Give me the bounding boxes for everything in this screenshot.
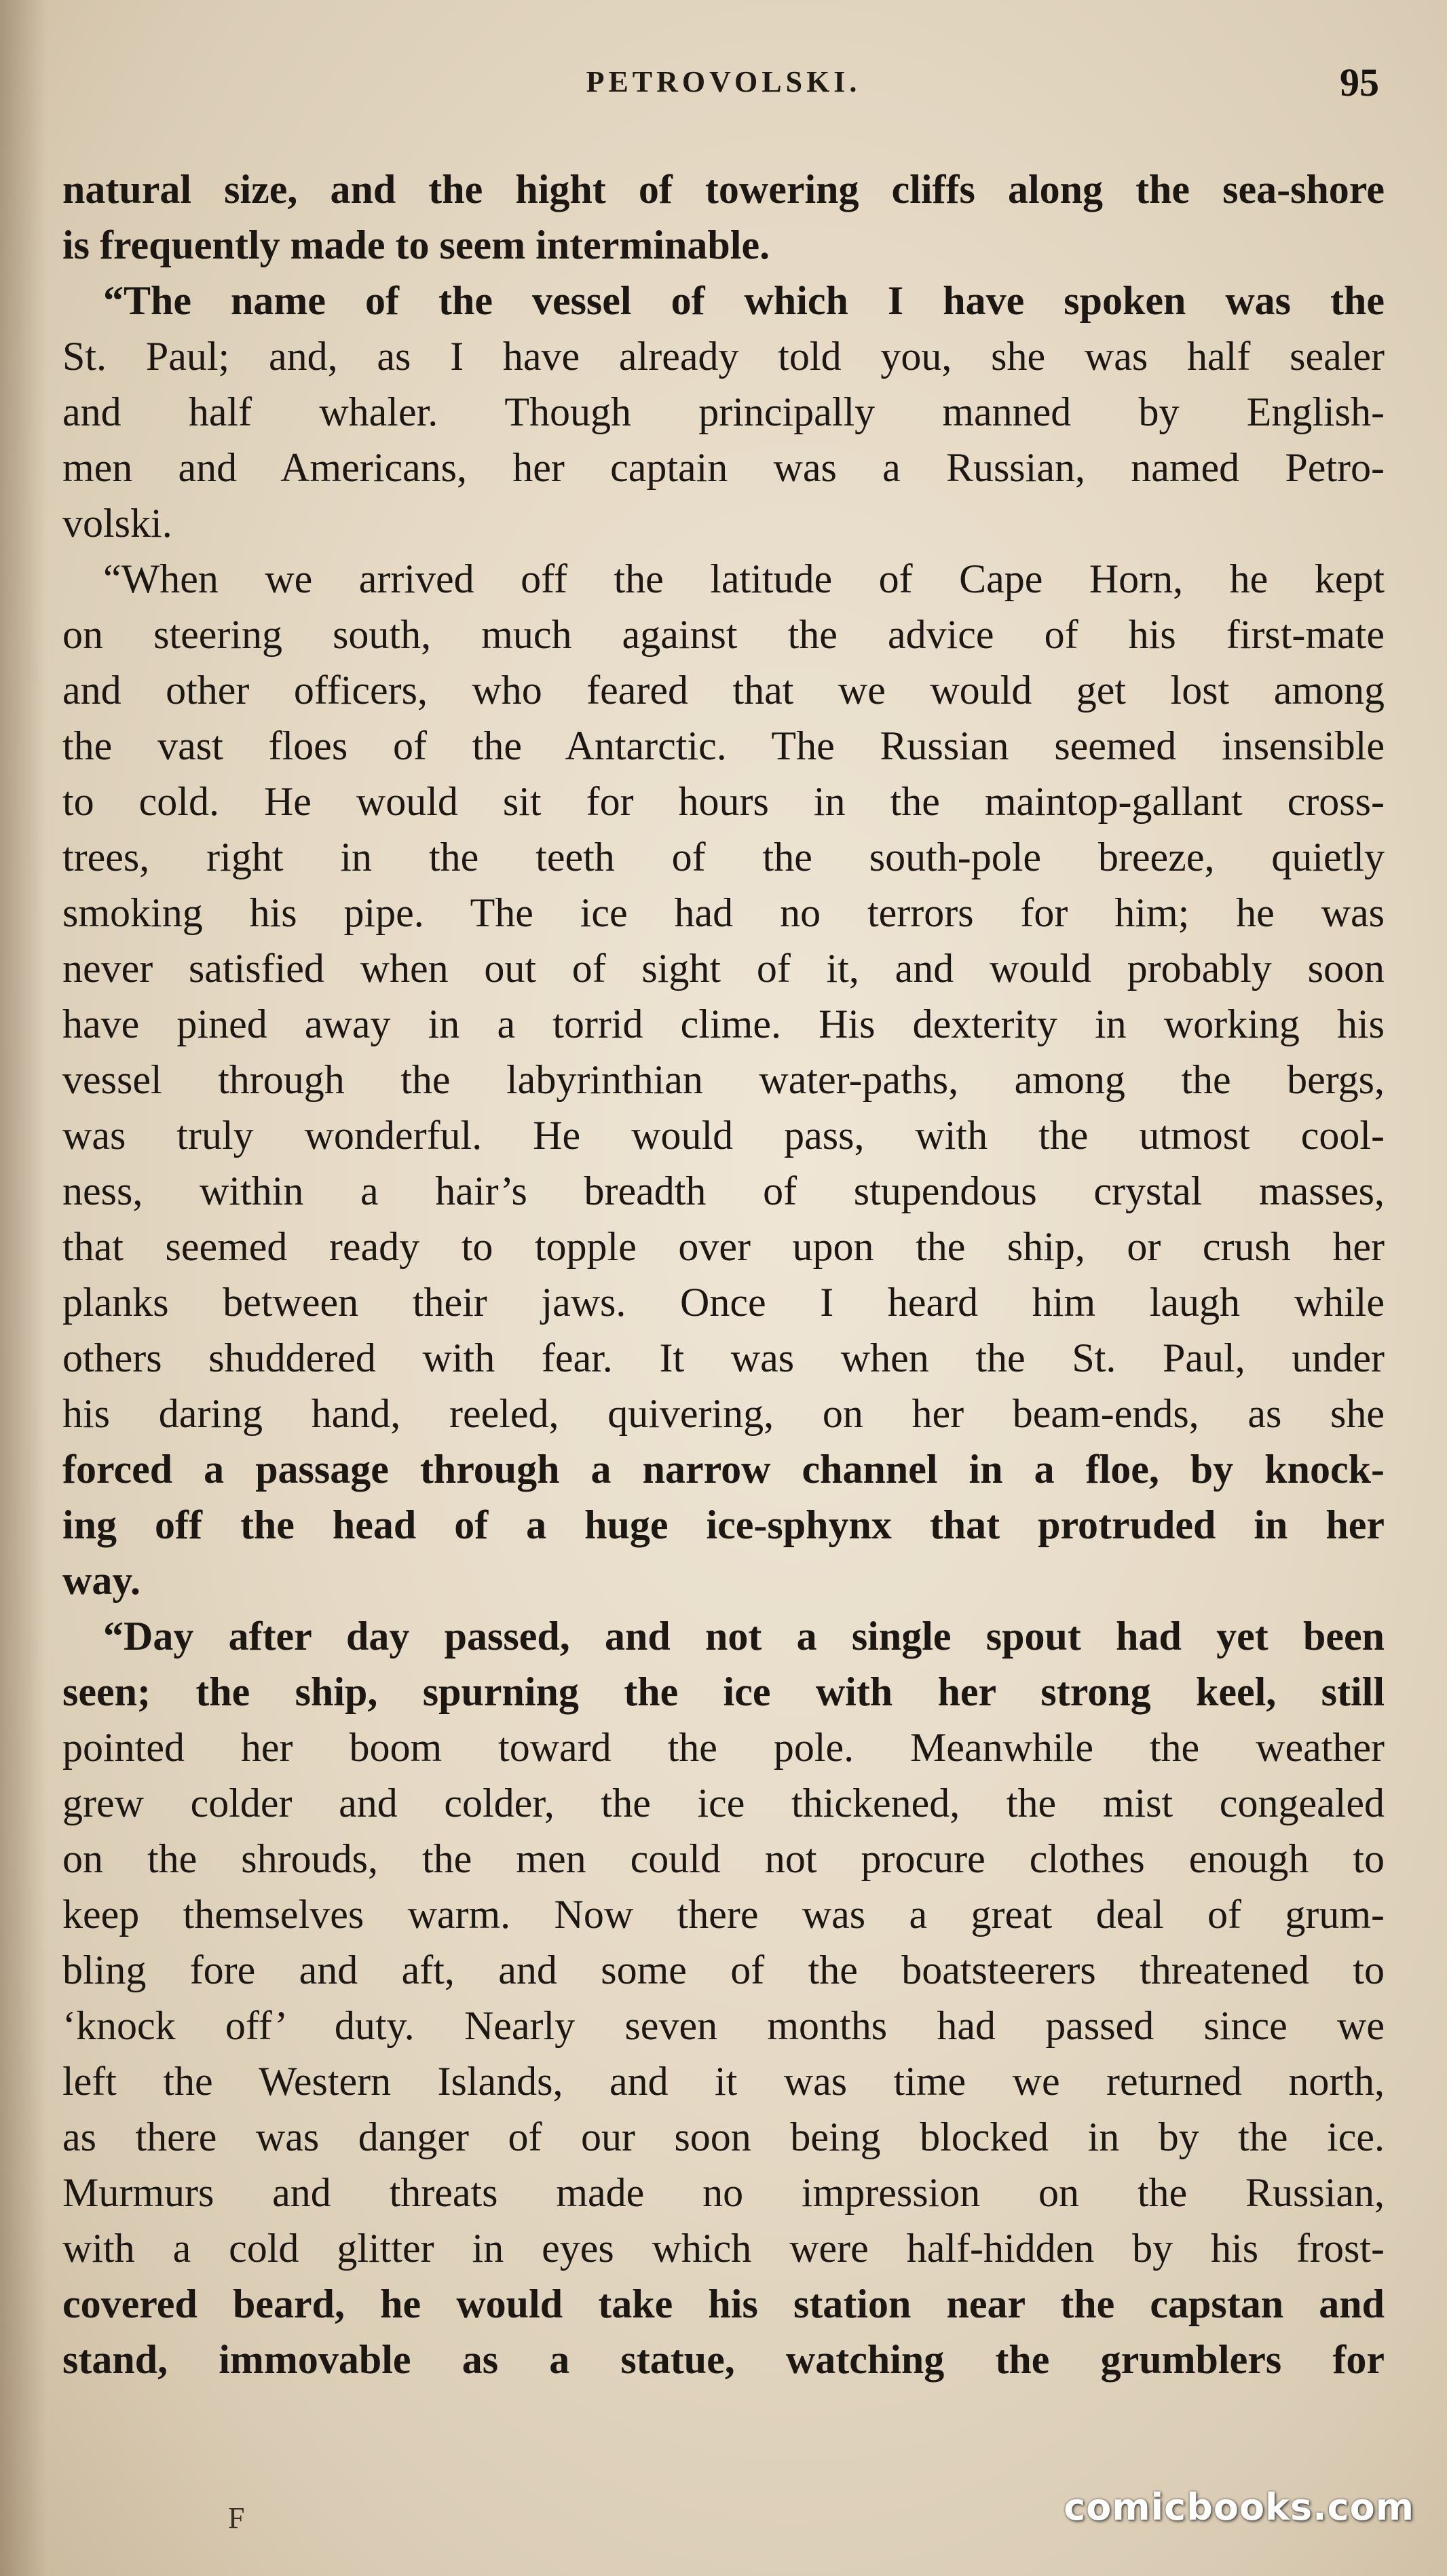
text-line: pointed her boom toward the pole. Meanwhile the weather — [62, 1725, 1385, 1770]
text-line: left the Western Islands, and it was time we returned north, — [62, 2059, 1385, 2104]
text-line: the vast floes of the Antarctic. The Russian seemed insensible — [62, 723, 1385, 768]
text-line: ing off the head of a huge ice-sphynx that protruded in her — [62, 1502, 1385, 1547]
page-number: 95 — [1340, 60, 1379, 105]
text-line: that seemed ready to topple over upon the ship, or crush her — [62, 1224, 1385, 1269]
text-line: is frequently made to seem interminable. — [62, 223, 770, 267]
text-line: have pined away in a torrid clime. His dexterity in working his — [62, 1002, 1385, 1046]
text-line: never satisfied when out of sight of it, and would probably soon — [62, 946, 1385, 991]
text-line: men and Americans, her captain was a Russian, named Petro- — [62, 445, 1385, 490]
text-line: as there was danger of our soon being blocked in by the ice. — [62, 2115, 1385, 2159]
text-line: “Day after day passed, and not a single spout had yet been — [103, 1614, 1385, 1659]
text-line: keep themselves warm. Now there was a great deal of grum- — [62, 1892, 1385, 1937]
text-line: stand, immovable as a statue, watching the grumblers for — [62, 2337, 1385, 2382]
text-line: Murmurs and threats made no impression on the Russian, — [62, 2170, 1385, 2215]
text-line: and other officers, who feared that we would get lost among — [62, 668, 1385, 713]
text-line: St. Paul; and, as I have already told you, she was half sealer — [62, 334, 1385, 379]
text-line: others shuddered with fear. It was when the St. Paul, under — [62, 1336, 1385, 1380]
text-line: his daring hand, reeled, quivering, on her beam-ends, as she — [62, 1391, 1385, 1436]
text-line: seen; the ship, spurning the ice with her strong keel, still — [62, 1669, 1385, 1714]
text-line: forced a passage through a narrow channel in a floe, by knock- — [62, 1447, 1385, 1492]
text-line: “When we arrived off the latitude of Cape Horn, he kept — [103, 556, 1385, 601]
text-line: on the shrouds, the men could not procure clothes enough to — [62, 1836, 1385, 1881]
text-line: on steering south, much against the advice of his first-mate — [62, 612, 1385, 657]
signature-mark: F — [228, 2501, 245, 2535]
text-line: way. — [62, 1558, 141, 1603]
text-line: “The name of the vessel of which I have spoken was the — [103, 278, 1385, 323]
text-line: planks between their jaws. Once I heard him laugh while — [62, 1280, 1385, 1325]
text-line: grew colder and colder, the ice thickened, the mist congealed — [62, 1781, 1385, 1825]
page-gutter-shadow — [0, 0, 48, 2576]
watermark: comicbooks.com — [1064, 2486, 1414, 2528]
text-line: with a cold glitter in eyes which were half-hidden by his frost- — [62, 2226, 1385, 2271]
body-text — [62, 162, 1385, 2387]
running-head: PETROVOLSKI. — [586, 65, 861, 98]
text-line: was truly wonderful. He would pass, with the utmost cool- — [62, 1113, 1385, 1158]
text-line: trees, right in the teeth of the south-pole breeze, quietly — [62, 835, 1385, 879]
text-line: and half whaler. Though principally manned by English- — [62, 390, 1385, 434]
text-line: natural size, and the hight of towering cliffs along the sea-shore — [62, 167, 1385, 212]
text-line: covered beard, he would take his station near the capstan and — [62, 2281, 1385, 2326]
text-line: smoking his pipe. The ice had no terrors for him; he was — [62, 890, 1385, 935]
text-line: to cold. He would sit for hours in the maintop-gallant cross- — [62, 779, 1385, 824]
text-line: ness, within a hair’s breadth of stupendous crystal masses, — [62, 1169, 1385, 1213]
text-line: bling fore and aft, and some of the boatsteerers threatened to — [62, 1948, 1385, 1992]
text-line: volski. — [62, 501, 172, 546]
text-line: ‘knock off’ duty. Nearly seven months had passed since we — [62, 2003, 1385, 2048]
text-line: vessel through the labyrinthian water-paths, among the bergs, — [62, 1057, 1385, 1102]
